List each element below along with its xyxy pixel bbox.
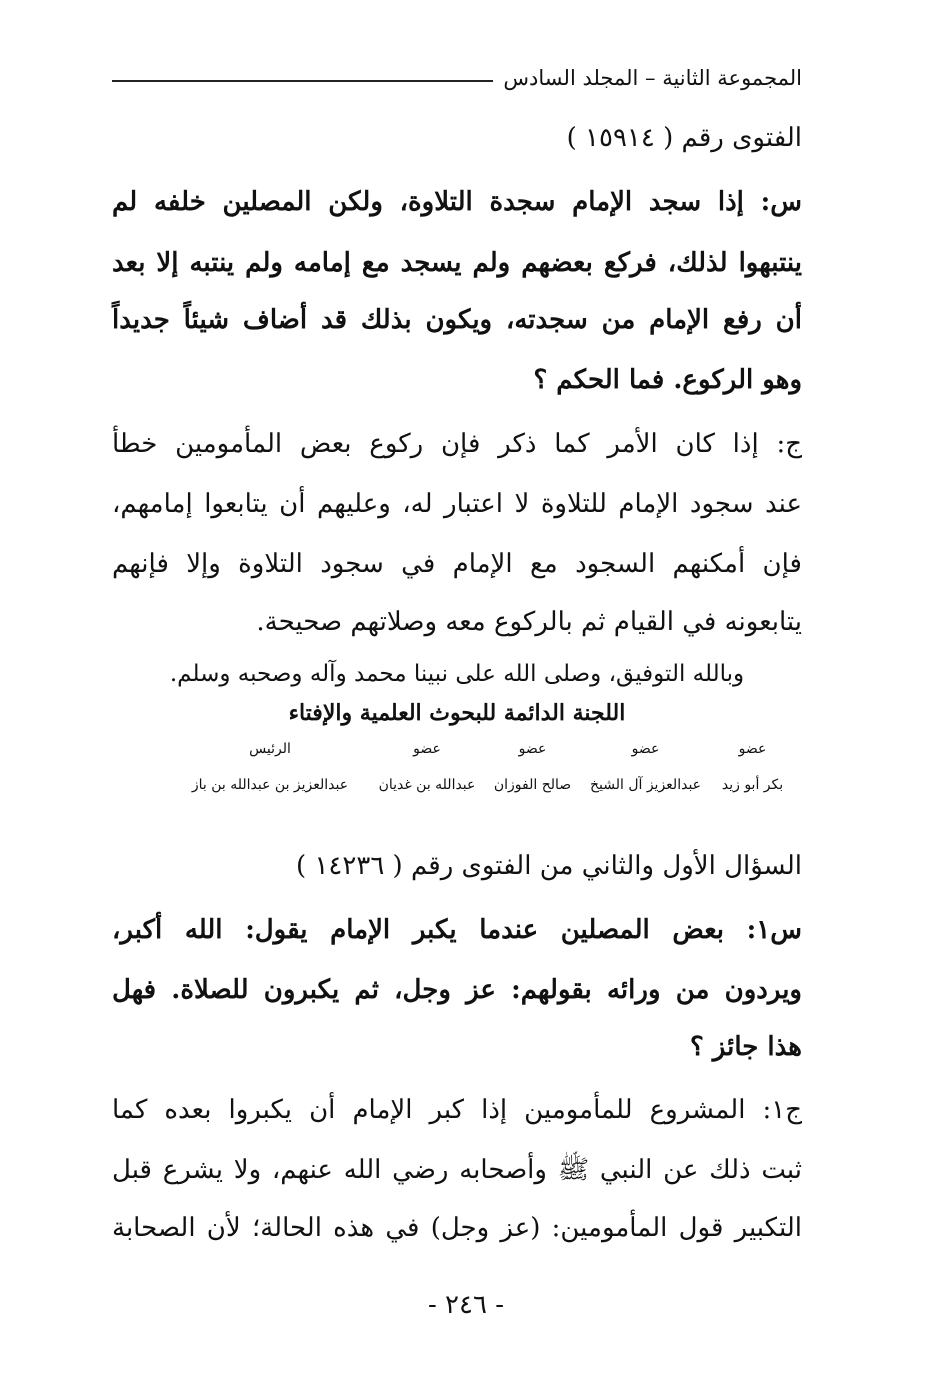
member-name: عبدالله بن غديان	[378, 777, 476, 793]
question-line: وهو الركوع. فما الحكم ؟	[533, 365, 802, 395]
page-number: - ٢٤٦ -	[427, 1290, 505, 1320]
member-name: صالح الفوزان	[493, 777, 572, 793]
fatwa-number: السؤال الأول والثاني من الفتوى رقم ( ١٤٢٣٦ )	[296, 851, 802, 881]
question-line: هذا جائز ؟	[689, 1032, 802, 1062]
answer-line: يتابعونه في القيام ثم بالركوع معه وصلاتهم صحيحة.	[256, 607, 802, 637]
committee-members	[120, 738, 800, 808]
member-role: عضو	[413, 741, 441, 757]
question-line: ويردون من ورائه بقولهم: عز وجل، ثم يكبرون للصلاة. فهل	[112, 975, 802, 1005]
answer-line: عند سجود الإمام للتلاوة لا اعتبار له، وعليهم أن يتابعوا إمامهم،	[112, 489, 802, 519]
answer-line: ج١: المشروع للمأمومين إذا كبر الإمام أن يكبروا بعده كما	[112, 1095, 802, 1125]
member-role: عضو	[738, 741, 767, 757]
question-line: ينتبهوا لذلك، فركع بعضهم ولم يسجد مع إمامه ولم ينتبه إلا بعد	[112, 248, 802, 278]
committee-member	[705, 738, 800, 796]
header-rule	[112, 80, 493, 82]
committee-member	[372, 738, 482, 796]
header-title: المجموعة الثانية – المجلد السادس	[503, 66, 802, 90]
member-role: عضو	[631, 741, 660, 757]
committee-title: اللجنة الدائمة للبحوث العلمية والإفتاء	[288, 700, 626, 726]
answer-line: فإن أمكنهم السجود مع الإمام في سجود التلاوة وإلا فإنهم	[112, 549, 802, 579]
question-line: س: إذا سجد الإمام سجدة التلاوة، ولكن المصلين خلفه لم	[112, 187, 802, 217]
answer-line: التكبير قول المأمومين: (عز وجل) في هذه الحالة؛ لأن الصحابة	[112, 1213, 802, 1243]
fatwa-number: الفتوى رقم ( ١٥٩١٤ )	[566, 123, 802, 153]
committee-member	[170, 738, 370, 796]
committee-member	[485, 738, 580, 796]
member-role: عضو	[518, 741, 547, 757]
committee-member	[583, 738, 708, 796]
question-line: س١: بعض المصلين عندما يكبر الإمام يقول: الله أكبر،	[112, 915, 802, 945]
answer-line: ج: إذا كان الأمر كما ذكر فإن ركوع بعض المأمومين خطأ	[112, 429, 802, 459]
member-name: بكر أبو زيد	[721, 777, 784, 793]
member-name: عبدالعزيز آل الشيخ	[589, 777, 702, 793]
answer-line: ثبت ذلك عن النبي ﷺ وأصحابه رضي الله عنهم، ولا يشرع قبل	[112, 1155, 802, 1185]
page-header	[112, 58, 802, 98]
member-name: عبدالعزيز بن عبدالله بن باز	[191, 777, 349, 793]
question-line: أن رفع الإمام من سجدته، ويكون بذلك قد أضاف شيئاً جديداً	[112, 305, 802, 335]
closing-line: وبالله التوفيق، وصلى الله على نبينا محمد وآله وصحبه وسلم.	[169, 661, 745, 687]
member-role: الرئيس	[249, 741, 291, 757]
